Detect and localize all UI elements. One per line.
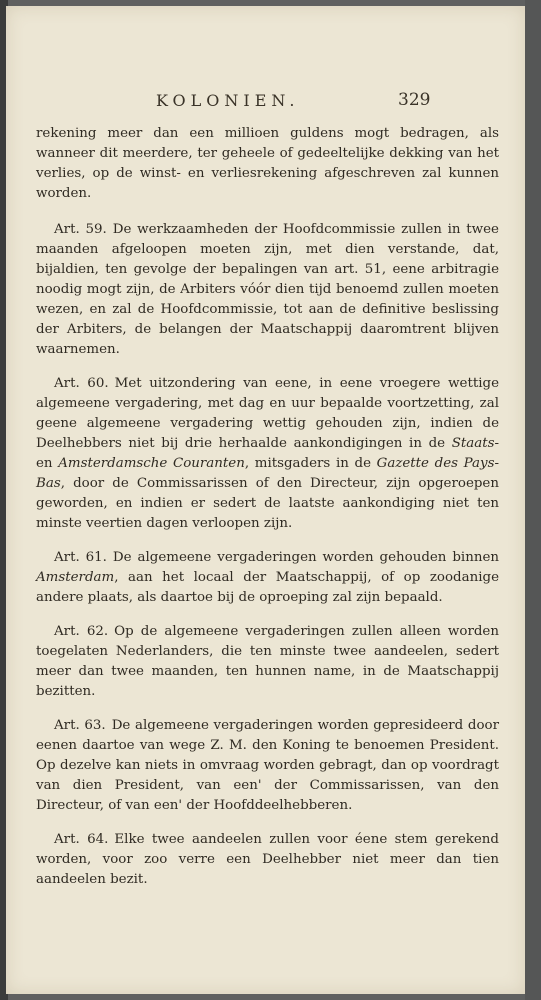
article-label: Art. 61. xyxy=(54,550,107,565)
italic-text: Gazette des Pays-Bas xyxy=(36,456,499,491)
article-text: Met uitzondering van eene, in eene vroegere wettige algemeene vergadering, met dag en uur bepaalde voortzetting, zal geene algemeene vergadering wettig gehouden zijn, indien de Deelhebbers niet bij drie herhaalde aankondigingen in de xyxy=(36,376,499,451)
article-61 xyxy=(36,548,499,608)
article-text: De algemeene vergaderingen worden gepresideerd door eenen daartoe van wege Z. M. den Koning te benoemen President. Op dezelve kan niets in omvraag worden gebragt, dan op voordragt van dien President, van een' der Commissarissen, van den Directeur, of van een' der Hoofddeelhebberen. xyxy=(36,718,500,813)
article-label: Art. 64. xyxy=(54,832,109,847)
article-64 xyxy=(36,830,499,890)
article-text: , door de Commissarissen of den Directeur, zijn opgeroepen geworden, en indien er sedert de laatste aankondiging niet ten minste veertien dagen verloopen zijn. xyxy=(36,476,499,531)
paragraph-text: rekening meer dan een millioen guldens mogt bedragen, als wanneer dit meerdere, ter geheele of gedeeltelijke dekking van het verlies, op de winst- en verliesrekening afgeschreven zal kunnen worden. xyxy=(36,126,499,201)
page-edge-shadow xyxy=(525,0,541,1000)
italic-text: Amsterdam xyxy=(36,570,115,585)
italic-text: Staats- xyxy=(451,436,499,451)
article-text: Op de algemeene vergaderingen zullen alleen worden toegelaten Nederlanders, die ten minste twee aandeelen, sedert meer dan twee maanden, ten hunnen name, in de Maatschappij bezitten. xyxy=(36,624,499,699)
page-body xyxy=(36,124,499,904)
italic-text: Amsterdamsche Couranten xyxy=(58,456,245,471)
article-label: Art. 60. xyxy=(54,376,109,391)
article-label: Art. 59. xyxy=(54,222,107,237)
article-63 xyxy=(36,716,499,816)
paragraph-continuation xyxy=(36,124,499,204)
article-59 xyxy=(36,220,499,360)
article-62 xyxy=(36,622,499,702)
article-text: De algemeene vergaderingen worden gehouden binnen xyxy=(112,550,499,565)
page-header xyxy=(6,86,525,116)
article-text: , aan het locaal der Maatschappij, of op zoodanige andere plaats, als daartoe bij de oproeping zal zijn bepaald. xyxy=(36,570,499,605)
article-label: Art. 62. xyxy=(54,624,109,639)
article-text: De werkzaamheden der Hoofdcommissie zullen in twee maanden afgeloopen moeten zijn, met dien verstande, dat, bijaldien, ten gevolge der bepalingen van art. 51, eene arbitragie noodig mogt zijn, de Arbiters vóór dien tijd benoemd zullen moeten wezen, en zal de Hoofdcommissie, tot aan de definitive beslissing der Arbiters, de belangen der Maatschappij daaromtrent blijven waarnemen. xyxy=(36,222,499,357)
article-text: , mitsgaders in de xyxy=(244,456,377,471)
article-label: Art. 63. xyxy=(54,718,106,733)
article-60 xyxy=(36,374,499,534)
running-title: KOLONIEN. xyxy=(156,91,300,110)
article-text: Elke twee aandeelen zullen voor éene stem gerekend worden, voor zoo verre een Deelhebber niet meer dan tien aandeelen bezit. xyxy=(36,832,500,887)
page-number: 329 xyxy=(398,90,431,110)
article-text: en xyxy=(36,456,59,471)
book-page xyxy=(6,6,525,994)
